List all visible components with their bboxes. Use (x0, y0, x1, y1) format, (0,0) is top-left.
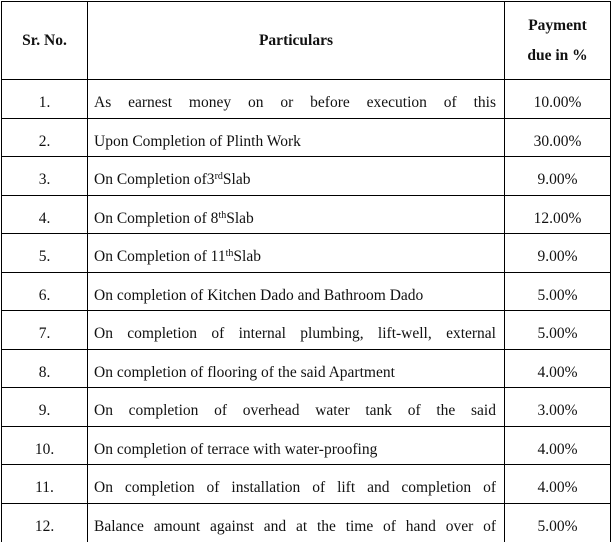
particulars-text: On Completion of3 (94, 171, 215, 188)
sr-no-cell: 11. (2, 465, 88, 503)
table-row (2, 80, 611, 119)
particulars-cell (88, 196, 505, 234)
particulars-text: On completion of installation of lift and completion of (94, 478, 496, 498)
payment-cell: 30.00% (505, 119, 611, 157)
payment-schedule-table (1, 1, 611, 542)
payment-cell: 9.00% (505, 157, 611, 195)
sr-no-cell: 1. (2, 80, 88, 118)
payment-cell: 12.00% (505, 196, 611, 234)
sr-no-cell: 6. (2, 273, 88, 311)
header-payment-due (505, 2, 611, 79)
particulars-cell (88, 311, 505, 349)
particulars-cell (88, 80, 505, 118)
table-row (2, 350, 611, 389)
ordinal-suffix: th (226, 248, 234, 259)
particulars-text: Balance amount against and at the time of hand over of (94, 517, 496, 537)
table-row (2, 311, 611, 350)
table-row (2, 504, 611, 542)
payment-cell: 10.00% (505, 80, 611, 118)
particulars-cell (88, 465, 505, 503)
table-row (2, 234, 611, 273)
particulars-text: As earnest money on or before execution of this (94, 93, 496, 113)
particulars-text-suffix: Slab (226, 210, 254, 227)
particulars-text: On completion of overhead water tank of the said (94, 401, 496, 421)
payment-cell: 5.00% (505, 311, 611, 349)
header-payment-line1: Payment (528, 11, 587, 41)
payment-cell: 3.00% (505, 388, 611, 426)
table-row (2, 157, 611, 196)
particulars-text-suffix: Slab (233, 248, 261, 265)
particulars-cell (88, 157, 505, 195)
particulars-text-suffix: Slab (223, 171, 251, 188)
payment-cell: 4.00% (505, 350, 611, 388)
sr-no-cell: 2. (2, 119, 88, 157)
header-sr-no: Sr. No. (2, 2, 88, 79)
particulars-text: On Completion of 11 (94, 248, 226, 265)
particulars-cell: On completion of Kitchen Dado and Bathroom Dado (88, 273, 505, 311)
sr-no-cell: 4. (2, 196, 88, 234)
header-payment-line2: due in % (527, 41, 587, 71)
ordinal-suffix: rd (215, 171, 223, 182)
payment-cell: 9.00% (505, 234, 611, 272)
table-row (2, 388, 611, 427)
payment-cell: 4.00% (505, 465, 611, 503)
payment-cell: 4.00% (505, 427, 611, 465)
particulars-text: On completion of internal plumbing, lift-well, external (94, 324, 496, 344)
particulars-cell (88, 388, 505, 426)
particulars-cell (88, 504, 505, 542)
table-row (2, 119, 611, 158)
sr-no-cell: 8. (2, 350, 88, 388)
sr-no-cell: 5. (2, 234, 88, 272)
sr-no-cell: 12. (2, 504, 88, 542)
particulars-cell: On completion of terrace with water-proofing (88, 427, 505, 465)
particulars-text: On Completion of 8 (94, 210, 218, 227)
sr-no-cell: 3. (2, 157, 88, 195)
particulars-cell: On completion of flooring of the said Apartment (88, 350, 505, 388)
table-row (2, 465, 611, 504)
particulars-cell: Upon Completion of Plinth Work (88, 119, 505, 157)
payment-cell: 5.00% (505, 273, 611, 311)
table-row (2, 273, 611, 312)
table-row (2, 427, 611, 466)
ordinal-suffix: th (218, 210, 226, 221)
sr-no-cell: 7. (2, 311, 88, 349)
particulars-cell (88, 234, 505, 272)
sr-no-cell: 9. (2, 388, 88, 426)
table-header-row (2, 2, 611, 80)
payment-cell: 5.00% (505, 504, 611, 542)
header-particulars: Particulars (88, 2, 505, 79)
table-row (2, 196, 611, 235)
sr-no-cell: 10. (2, 427, 88, 465)
